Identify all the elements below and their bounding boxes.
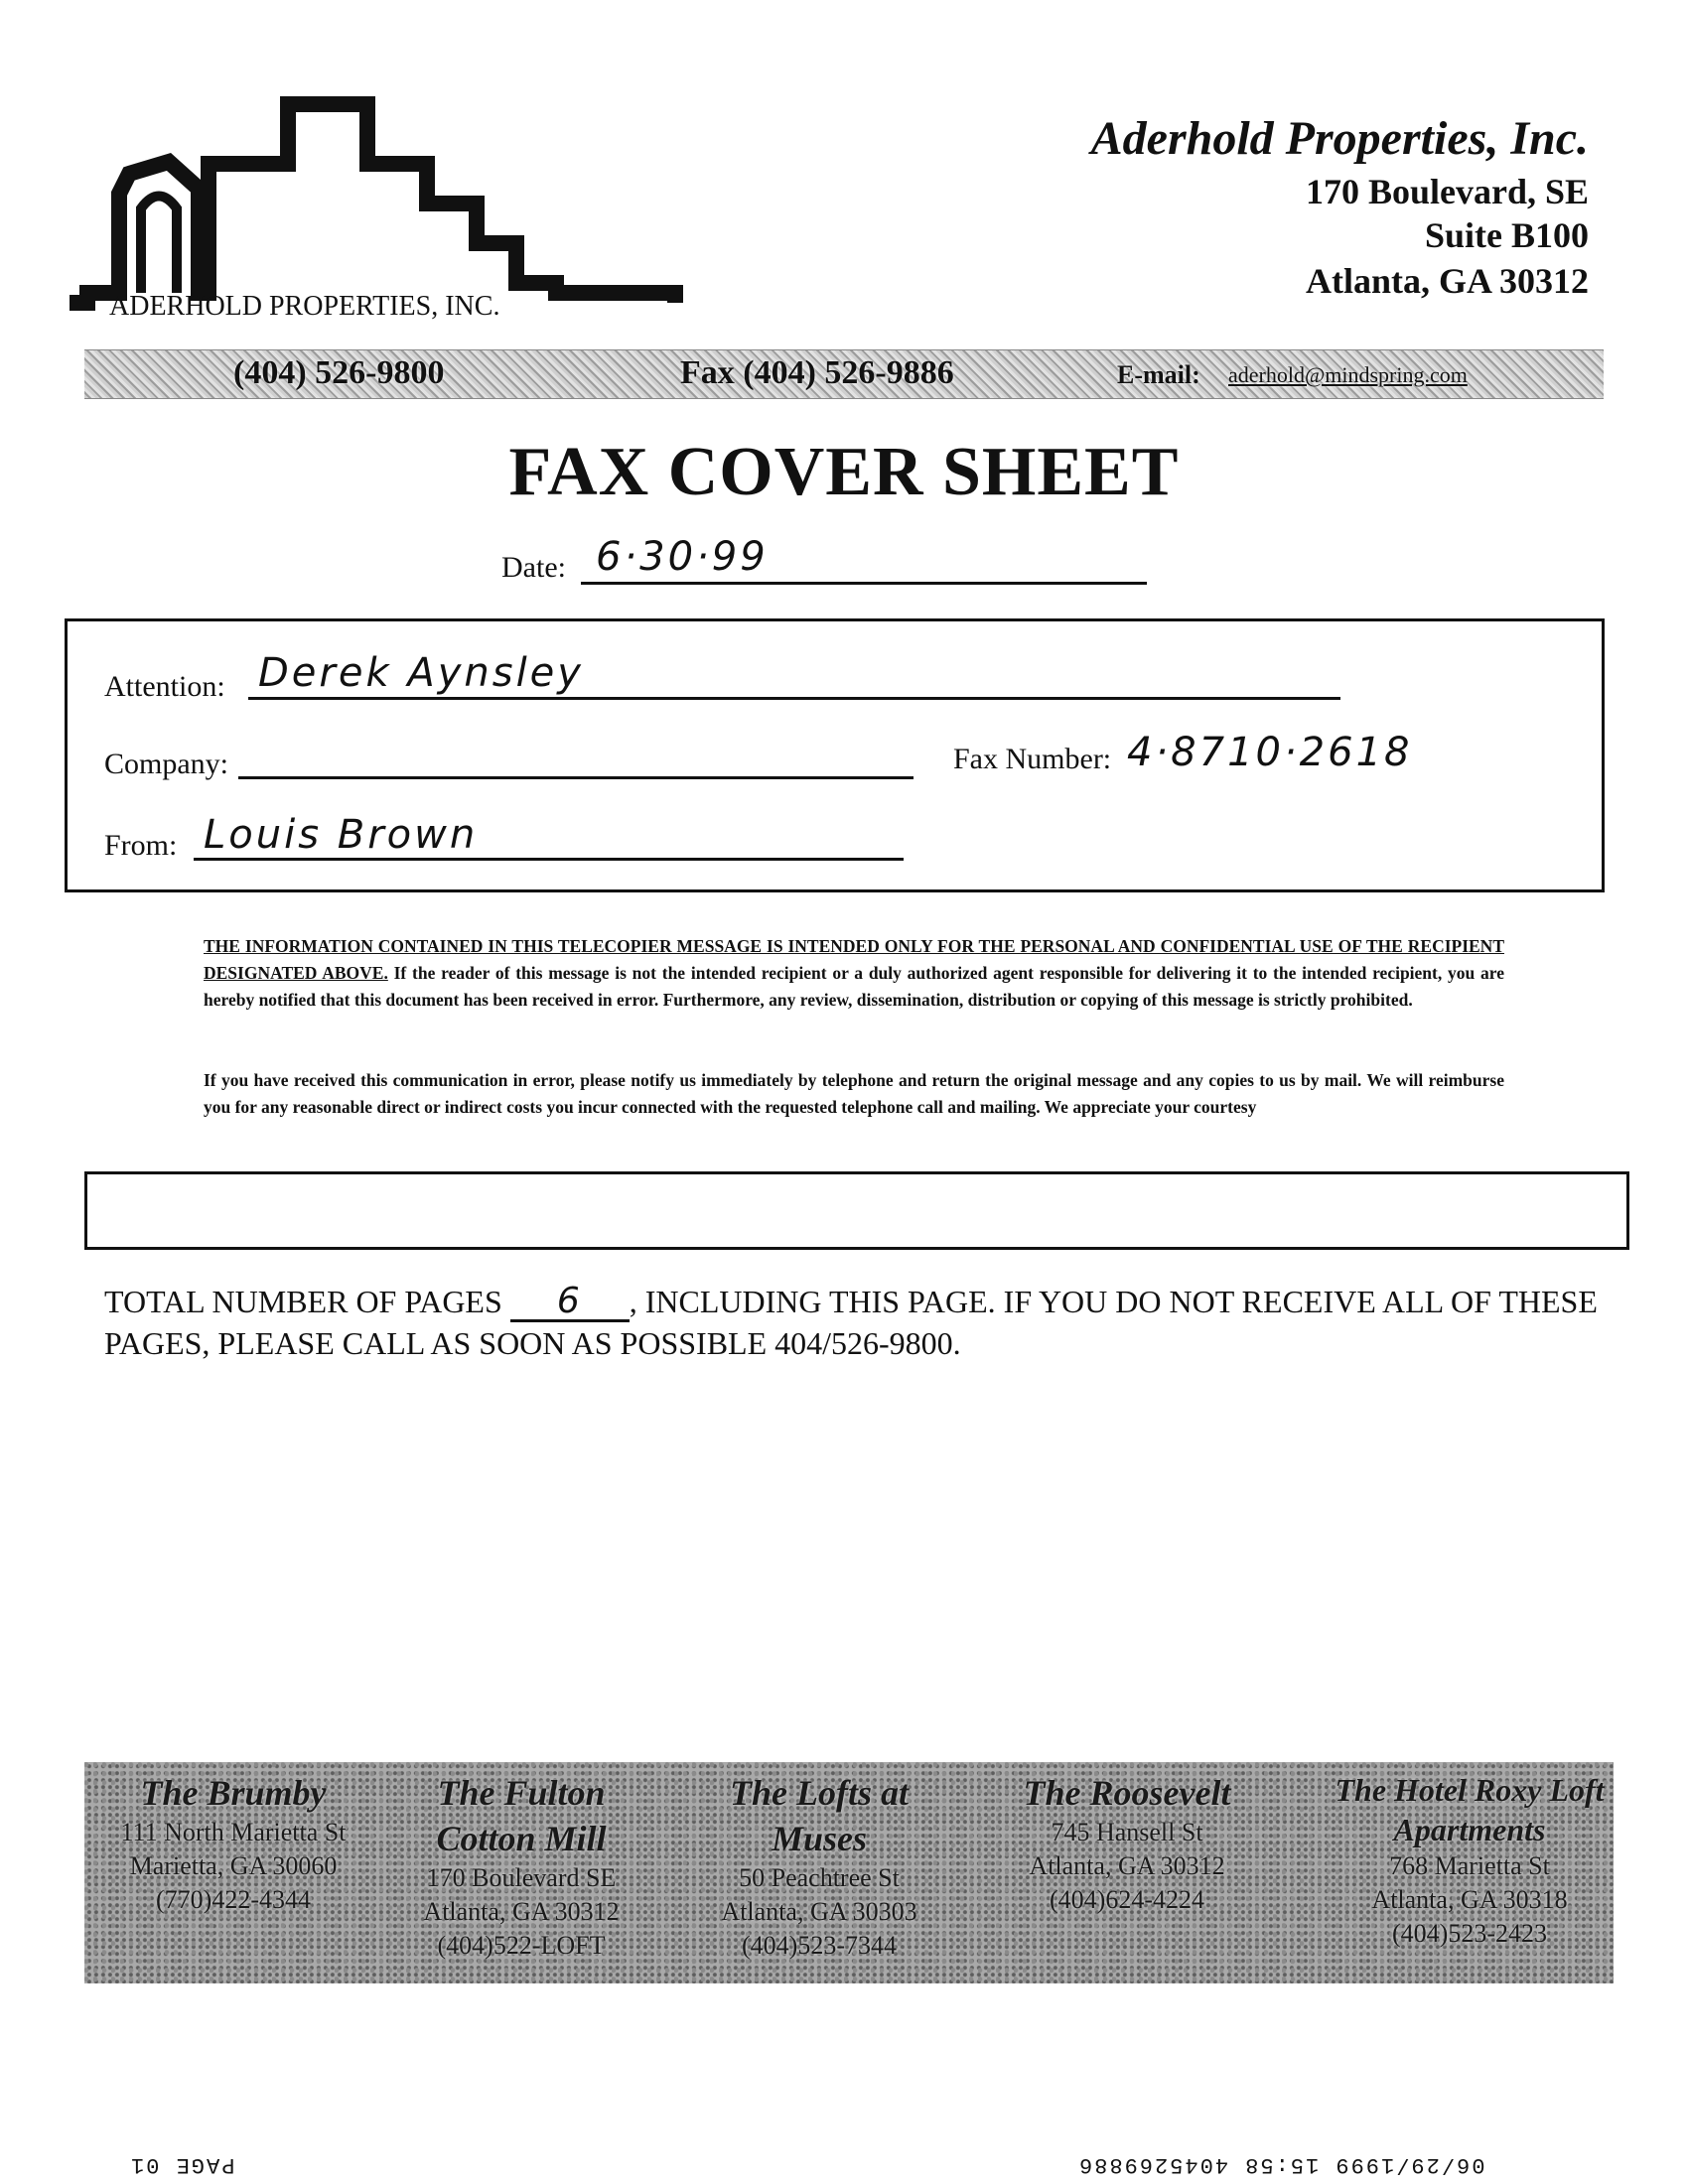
- property-phone: (404)523-2423: [1392, 1919, 1547, 1948]
- fax-number: Fax (404) 526-9886: [680, 354, 954, 391]
- from-label: From:: [104, 829, 178, 862]
- total-pages-value: 6: [510, 1284, 630, 1322]
- error-notice: If you have received this communication in error, please notify us immediately by telephone and return the original message and any copies to us by mail. We will reimburse you for any reasonable direct or indirect costs you incur connected with the requested telephone call and mailing. We appreciate your courtesy: [204, 1070, 1504, 1117]
- property-city: Atlanta, GA 30312: [1029, 1851, 1225, 1880]
- message-box: [84, 1171, 1629, 1250]
- property-phone: (404)523-7344: [742, 1931, 897, 1960]
- property-city: Atlanta, GA 30303: [721, 1897, 917, 1926]
- company-name: Aderhold Properties, Inc.: [1090, 112, 1589, 165]
- property-roosevelt: [998, 1770, 1256, 1917]
- confidentiality-notice: [204, 933, 1504, 1014]
- property-address: 111 North Marietta St: [120, 1818, 347, 1846]
- total-pages-suffix: , INCLUDING THIS PAGE. IF YOU DO NOT RECEIVE ALL OF THESE PAGES, PLEASE CALL AS SOON AS POSSIBLE 404/526-9800.: [104, 1284, 1598, 1361]
- property-name: The Fulton Cotton Mill: [436, 1773, 607, 1858]
- from-value: Louis Brown: [204, 812, 479, 858]
- property-address: 50 Peachtree St: [739, 1863, 900, 1892]
- property-city: Atlanta, GA 30312: [423, 1897, 620, 1926]
- confidentiality-heading: THE INFORMATION CONTAINED IN THIS TELECOPIER MESSAGE IS INTENDED ONLY FOR THE PERSONAL AND CONFIDENTIAL USE OF THE RECIPIENT DESIGNATED ABOVE.: [204, 936, 1504, 983]
- property-fulton-cotton-mill: [392, 1770, 650, 1963]
- fax-number-label: Fax Number:: [953, 743, 1112, 775]
- property-phone: (404)522-LOFT: [437, 1931, 606, 1960]
- page-title: FAX COVER SHEET: [508, 434, 1180, 510]
- contact-band: [84, 349, 1604, 399]
- address-line-2: Suite B100: [1424, 215, 1589, 255]
- fax-transmission-stamp: 06/29/1999 15:58 4045269886: [1077, 2152, 1485, 2177]
- email-address: aderhold@mindspring.com: [1228, 362, 1468, 387]
- property-name: The Hotel Roxy Loft Apartments: [1335, 1772, 1605, 1847]
- address-line-1: 170 Boulevard, SE: [1305, 172, 1589, 211]
- property-address: 768 Marietta St: [1389, 1851, 1550, 1880]
- attention-label: Attention:: [104, 670, 225, 703]
- address-line-3: Atlanta, GA 30312: [1305, 261, 1589, 301]
- property-name: The Lofts at Muses: [730, 1773, 909, 1858]
- property-name: The Brumby: [140, 1773, 327, 1813]
- total-pages-notice: [104, 1281, 1614, 1364]
- property-address: 170 Boulevard SE: [426, 1863, 617, 1892]
- company-line: [238, 733, 914, 779]
- property-brumby: [84, 1770, 382, 1917]
- phone-number: (404) 526-9800: [233, 354, 445, 391]
- property-phone: (770)422-4344: [156, 1885, 311, 1914]
- property-phone: (404)624-4224: [1050, 1885, 1204, 1914]
- total-pages-prefix: TOTAL NUMBER OF PAGES: [104, 1284, 502, 1319]
- logo-text: ADERHOLD PROPERTIES, INC.: [109, 291, 500, 322]
- property-name: The Roosevelt: [1023, 1773, 1231, 1813]
- fax-number-value: 4·8710·2618: [1127, 730, 1413, 775]
- date-label: Date:: [501, 551, 566, 584]
- property-lofts-at-muses: [680, 1770, 958, 1963]
- email-label: E-mail:: [1117, 360, 1200, 389]
- property-city: Marietta, GA 30060: [129, 1851, 338, 1880]
- attention-value: Derek Aynsley: [258, 650, 584, 696]
- property-city: Atlanta, GA 30318: [1371, 1885, 1568, 1914]
- property-address: 745 Hansell St: [1051, 1818, 1203, 1846]
- date-value: 6·30·99: [596, 534, 769, 580]
- fax-page-stamp: PAGE 01: [129, 2152, 235, 2177]
- company-logo: [60, 94, 695, 323]
- company-label: Company:: [104, 748, 228, 780]
- properties-footer: [84, 1762, 1614, 1983]
- property-hotel-roxy: [1326, 1770, 1614, 1951]
- confidentiality-body: If the reader of this message is not the intended recipient or a duly authorized agent responsible for delivering it to the intended recipient, you are hereby notified that this document has been received in error. Furthermore, any review, dissemination, distribution or copying of this message is strictly prohibited.: [204, 963, 1504, 1010]
